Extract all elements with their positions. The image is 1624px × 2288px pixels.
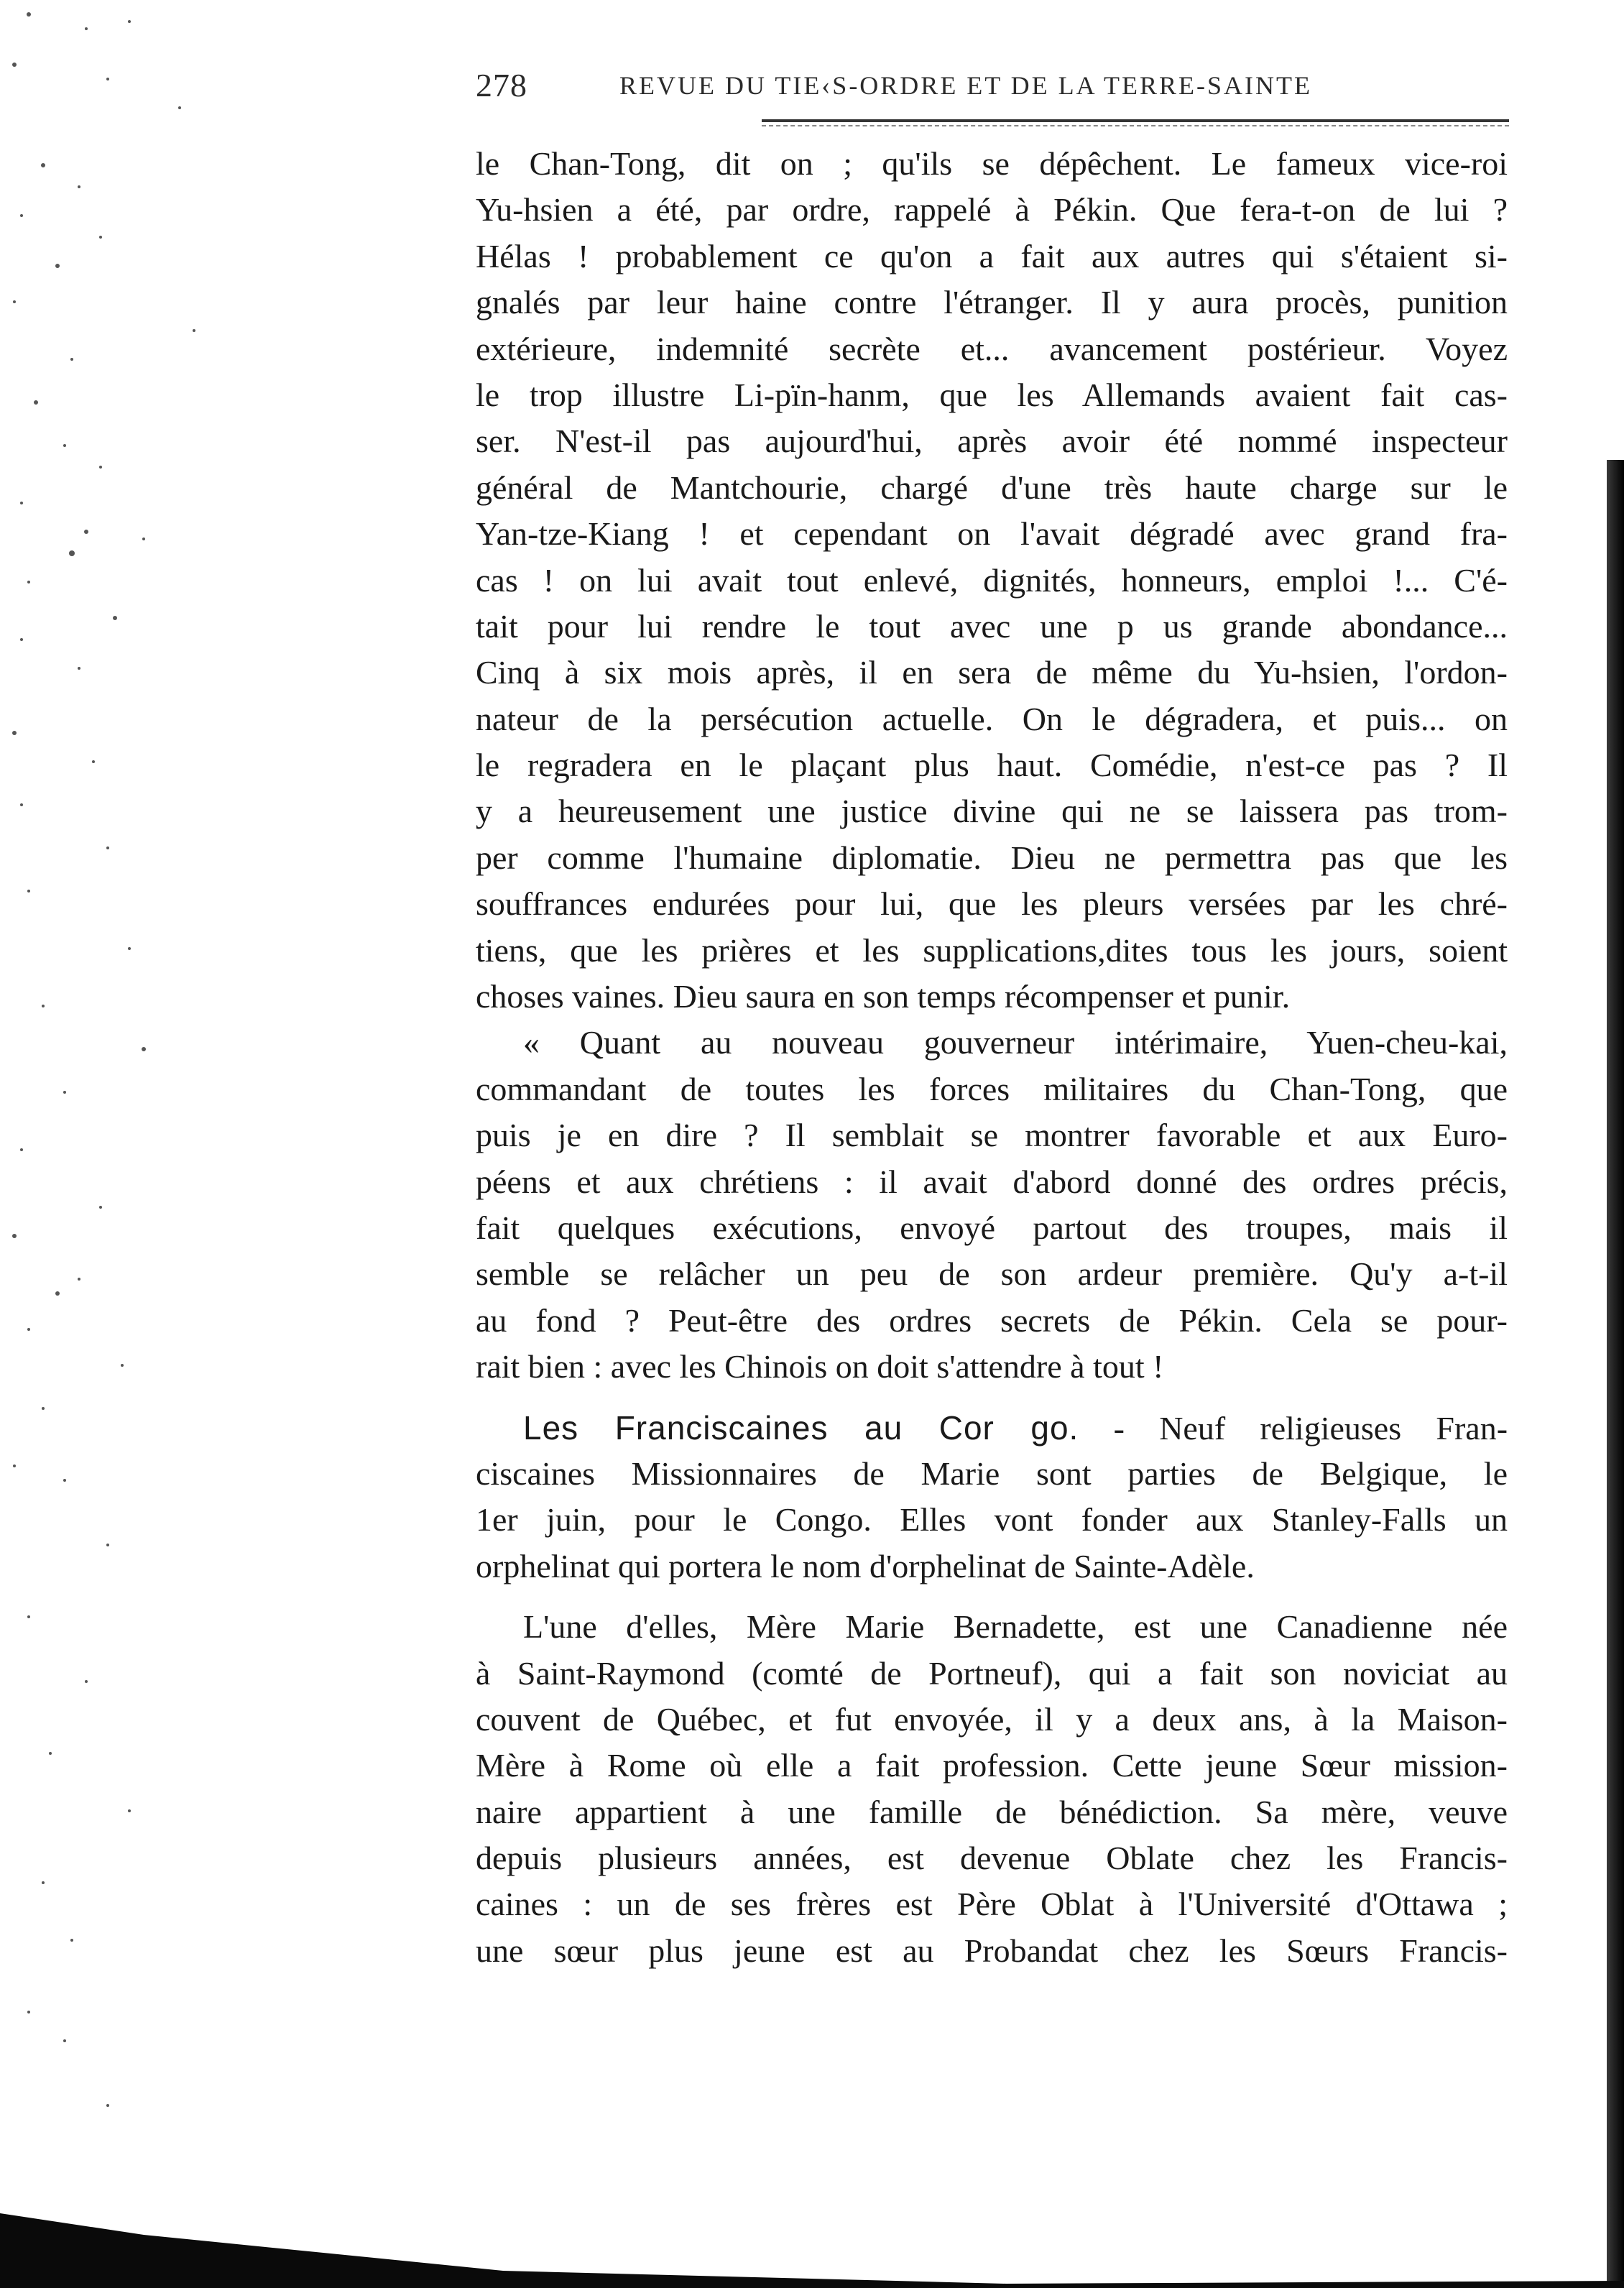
- text-line: fait quelques exécutions, envoyé partout des troupes, mais il: [476, 1209, 1508, 1246]
- header-rule: [762, 119, 1509, 122]
- text-line: L'une d'elles, Mère Marie Bernadette, est une Canadienne née: [523, 1608, 1508, 1646]
- journal-title: REVUE DU TIE‹S-ORDRE ET DE LA TERRE-SAINTE: [619, 71, 1312, 100]
- page-number: 278: [476, 67, 527, 103]
- text-line: Mère à Rome où elle a fait profession. Cette jeune Sœur mission-: [476, 1747, 1508, 1784]
- text-line: naire appartient à une famille de bénédiction. Sa mère, veuve: [476, 1793, 1508, 1830]
- running-head: [476, 66, 1508, 109]
- page-edge-shadow: [1607, 460, 1624, 2288]
- text-line: général de Mantchourie, chargé d'une très haute charge sur le: [476, 469, 1508, 506]
- section-lead-text: - Neuf religieuses Fran-: [1113, 1409, 1508, 1447]
- text-line: Yu-hsien a été, par ordre, rappelé à Pékin. Que fera-t-on de lui ?: [476, 191, 1508, 229]
- text-line: tait pour lui rendre le tout avec une p us grande abondance...: [476, 607, 1508, 645]
- text-line: le trop illustre Li-pïn-hanm, que les Allemands avaient fait cas-: [476, 376, 1508, 413]
- text-line: à Saint-Raymond (comté de Portneuf), qui a fait son noviciat au: [476, 1654, 1508, 1692]
- section-gap: [476, 1390, 1508, 1405]
- text-line: commandant de toutes les forces militaires du Chan-Tong, que: [476, 1070, 1508, 1107]
- header-rule-dashed: [762, 125, 1509, 126]
- paragraph-gap: [476, 1590, 1508, 1604]
- text-line: puis je en dire ? Il semblait se montrer favorable et aux Euro-: [476, 1117, 1508, 1154]
- text-line: per comme l'humaine diplomatie. Dieu ne permettra pas que les: [476, 839, 1508, 876]
- text-line: souffrances endurées pour lui, que les pleurs versées par les chré-: [476, 885, 1508, 923]
- text-line: Cinq à six mois après, il en sera de même du Yu-hsien, l'ordon-: [476, 654, 1508, 691]
- text-line: y a heureusement une justice divine qui ne se laissera pas trom-: [476, 793, 1508, 830]
- text-line: ciscaines Missionnaires de Marie sont parties de Belgique, le: [476, 1454, 1508, 1492]
- text-line: gnalés par leur haine contre l'étranger. Il y aura procès, punition: [476, 284, 1508, 321]
- page-bottom-shadow: [0, 2192, 1624, 2288]
- text-line: au fond ? Peut-être des ordres secrets de Pékin. Cela se pour-: [476, 1301, 1508, 1339]
- section-title: Les Franciscaines au Cor go.: [523, 1408, 1079, 1447]
- paragraph-3: [476, 1405, 1508, 1590]
- text-line: nateur de la persécution actuelle. On le dégradera, et puis... on: [476, 700, 1508, 737]
- text-line: couvent de Québec, et fut envoyée, il y a deux ans, à la Maison-: [476, 1700, 1508, 1738]
- text-line: rait bien : avec les Chinois on doit s'attendre à tout !: [476, 1348, 1164, 1385]
- text-line: depuis plusieurs années, est devenue Oblate chez les Francis-: [476, 1840, 1508, 1877]
- paragraph-1: [476, 141, 1508, 1020]
- text-line: le Chan-Tong, dit on ; qu'ils se dépêchent. Le fameux vice-roi: [476, 145, 1508, 182]
- text-line: cas ! on lui avait tout enlevé, dignités, honneurs, emploi !... C'é-: [476, 561, 1508, 599]
- text-line: une sœur plus jeune est au Probandat chez les Sœurs Francis-: [476, 1932, 1508, 1969]
- text-line: « Quant au nouveau gouverneur intérimaire, Yuen-cheu-kai,: [523, 1024, 1508, 1061]
- text-line: 1er juin, pour le Congo. Elles vont fonder aux Stanley-Falls un: [476, 1501, 1508, 1539]
- text-line: extérieure, indemnité secrète et... avancement postérieur. Voyez: [476, 330, 1508, 367]
- text-line: péens et aux chrétiens : il avait d'abord donné des ordres précis,: [476, 1163, 1508, 1200]
- text-line: tiens, que les prières et les supplications,dites tous les jours, soient: [476, 931, 1508, 969]
- paragraph-2: [476, 1020, 1508, 1390]
- text-line: Hélas ! probablement ce qu'on a fait aux autres qui s'étaient si-: [476, 237, 1508, 275]
- text-line: semble se relâcher un peu de son ardeur première. Qu'y a-t-il: [476, 1255, 1508, 1293]
- text-line: Yan-tze-Kiang ! et cependant on l'avait dégradé avec grand fra-: [476, 515, 1508, 553]
- text-line: orphelinat qui portera le nom d'orphelinat de Sainte-Adèle.: [476, 1547, 1255, 1584]
- paragraph-4: [476, 1604, 1508, 1974]
- text-line: le regradera en le plaçant plus haut. Comédie, n'est-ce pas ? Il: [476, 747, 1508, 784]
- scan-noise: [0, 0, 230, 2288]
- section-heading-line: [476, 1405, 1508, 1451]
- text-line: ser. N'est-il pas aujourd'hui, après avoir été nommé inspecteur: [476, 423, 1508, 460]
- article-body: [476, 141, 1508, 1974]
- text-line: caines : un de ses frères est Père Oblat à l'Université d'Ottawa ;: [476, 1886, 1508, 1923]
- text-line: choses vaines. Dieu saura en son temps récompenser et punir.: [476, 978, 1291, 1015]
